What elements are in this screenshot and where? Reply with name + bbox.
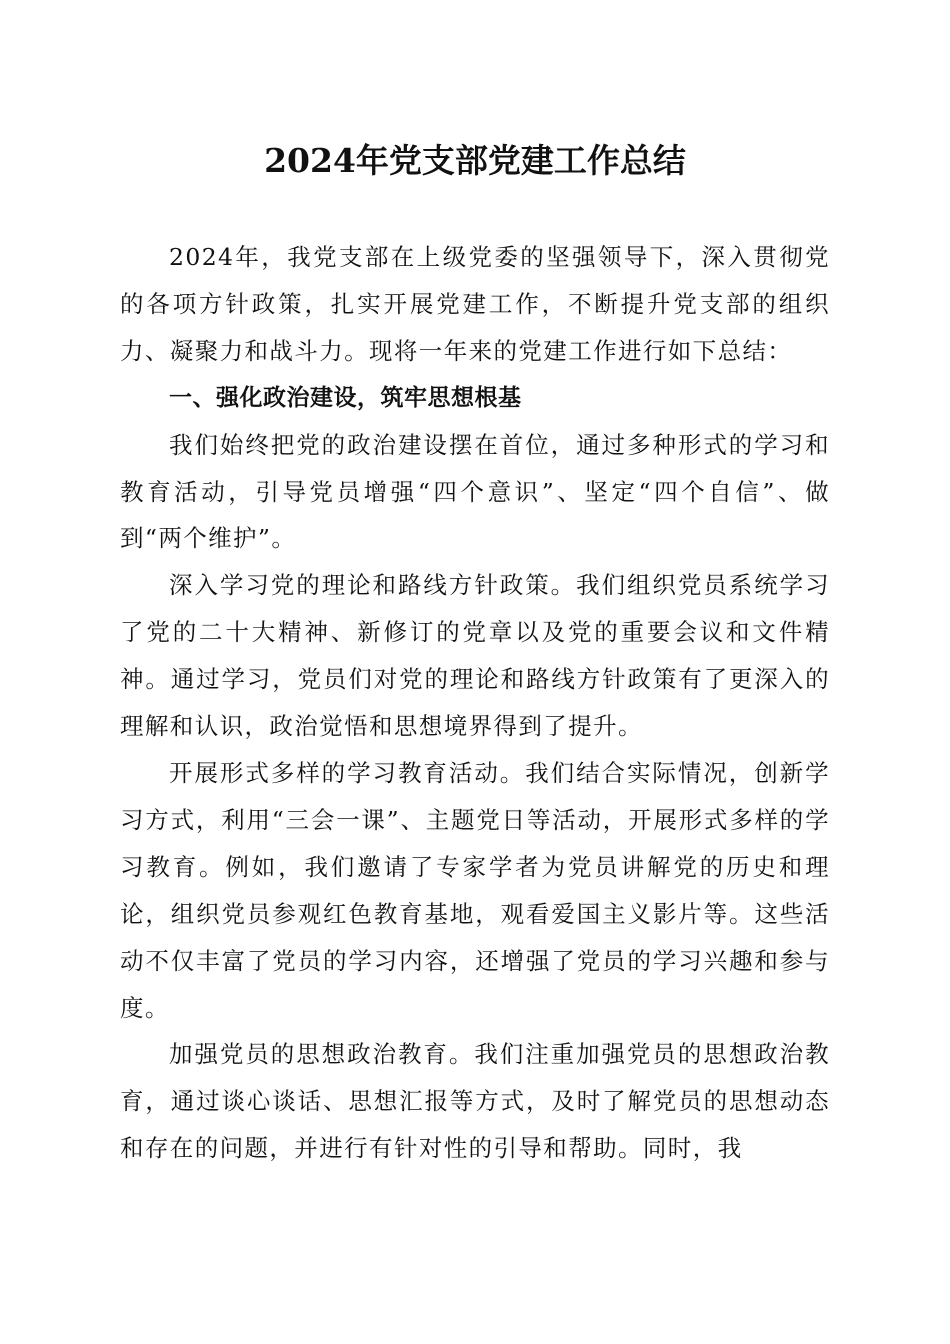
body-paragraph: 开展形式多样的学习教育活动。我们结合实际情况，创新学习方式，利用“三会一课”、主题党日等活动，开展形式多样的学习教育。例如，我们邀请了专家学者为党员讲解党的历史和理论，组织党员参观红色教育基地，观看爱国主义影片等。这些活动不仅丰富了党员的学习内容，还增强了党员的学习兴趣和参与度。	[120, 758, 830, 1022]
document-title: 2024年党支部党建工作总结	[264, 141, 686, 180]
intro-paragraph: 2024年，我党支部在上级党委的坚强领导下，深入贯彻党的各项方针政策，扎实开展党建工作，不断提升党支部的组织力、凝聚力和战斗力。现将一年来的党建工作进行如下总结：	[120, 243, 830, 365]
body-paragraph: 我们始终把党的政治建设摆在首位，通过多种形式的学习和教育活动，引导党员增强“四个意识”、坚定“四个自信”、做到“两个维护”。	[120, 430, 830, 553]
body-paragraph: 加强党员的思想政治教育。我们注重加强党员的思想政治教育，通过谈心谈话、思想汇报等方式，及时了解党员的思想动态和存在的问题，并进行有针对性的引导和帮助。同时，我	[120, 1040, 830, 1163]
section-heading: 一、强化政治建设，筑牢思想根基	[169, 384, 522, 411]
body-paragraph: 深入学习党的理论和路线方针政策。我们组织党员系统学习了党的二十大精神、新修订的党章以及党的重要会议和文件精神。通过学习，党员们对党的理论和路线方针政策有了更深入的理解和认识，政治觉悟和思想境界得到了提升。	[120, 571, 830, 741]
document-body	[120, 234, 830, 1172]
